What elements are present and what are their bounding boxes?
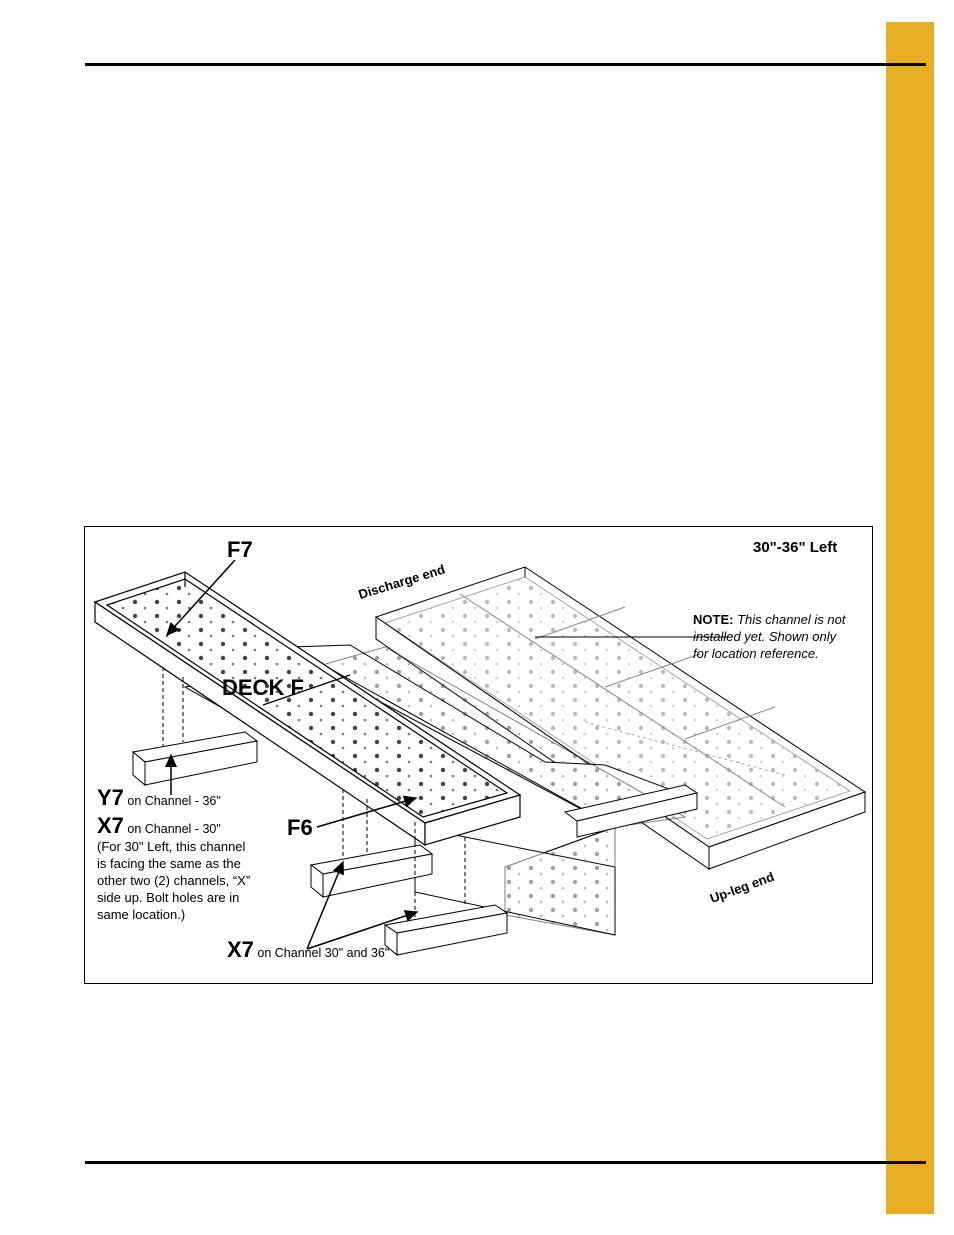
- y7-callout: [97, 785, 221, 810]
- assembly-figure: [84, 526, 873, 984]
- header-rule: [85, 63, 926, 66]
- x7-left-line: is facing the same as the: [97, 856, 241, 871]
- x7-left-callout: [97, 813, 251, 923]
- y7-label: Y7: [97, 785, 124, 810]
- f6-label: F6: [287, 815, 313, 840]
- f7-label: F7: [227, 537, 253, 562]
- note-label: NOTE:: [693, 612, 734, 627]
- note-line: for location reference.: [693, 646, 819, 661]
- location-note: [693, 611, 845, 662]
- side-tab: [886, 22, 934, 1214]
- x7-bottom-callout: [227, 937, 390, 962]
- x7-left-desc: on Channel - 30": [123, 822, 221, 836]
- footer-rule: [85, 1161, 926, 1164]
- upleg-end-label: Up-leg end: [707, 868, 777, 906]
- x7-left-label: X7: [97, 813, 124, 838]
- discharge-end-label: Discharge end: [356, 561, 447, 602]
- figure-title: 30"-36" Left: [753, 539, 838, 556]
- y7-desc: on Channel - 36": [123, 794, 221, 808]
- deck-f-label: DECK F: [222, 675, 304, 700]
- x7-bottom-desc: on Channel 30" and 36": [253, 946, 390, 960]
- x7-bottom-label: X7: [227, 937, 254, 962]
- x7-left-line: same location.): [97, 907, 186, 922]
- note-line: This channel is not: [733, 612, 846, 627]
- x7-left-line: (For 30" Left, this channel: [97, 839, 246, 854]
- x7-left-line: other two (2) channels, “X”: [97, 873, 251, 888]
- note-line: installed yet. Shown only: [693, 629, 837, 644]
- x7-left-line: side up. Bolt holes are in: [97, 890, 240, 905]
